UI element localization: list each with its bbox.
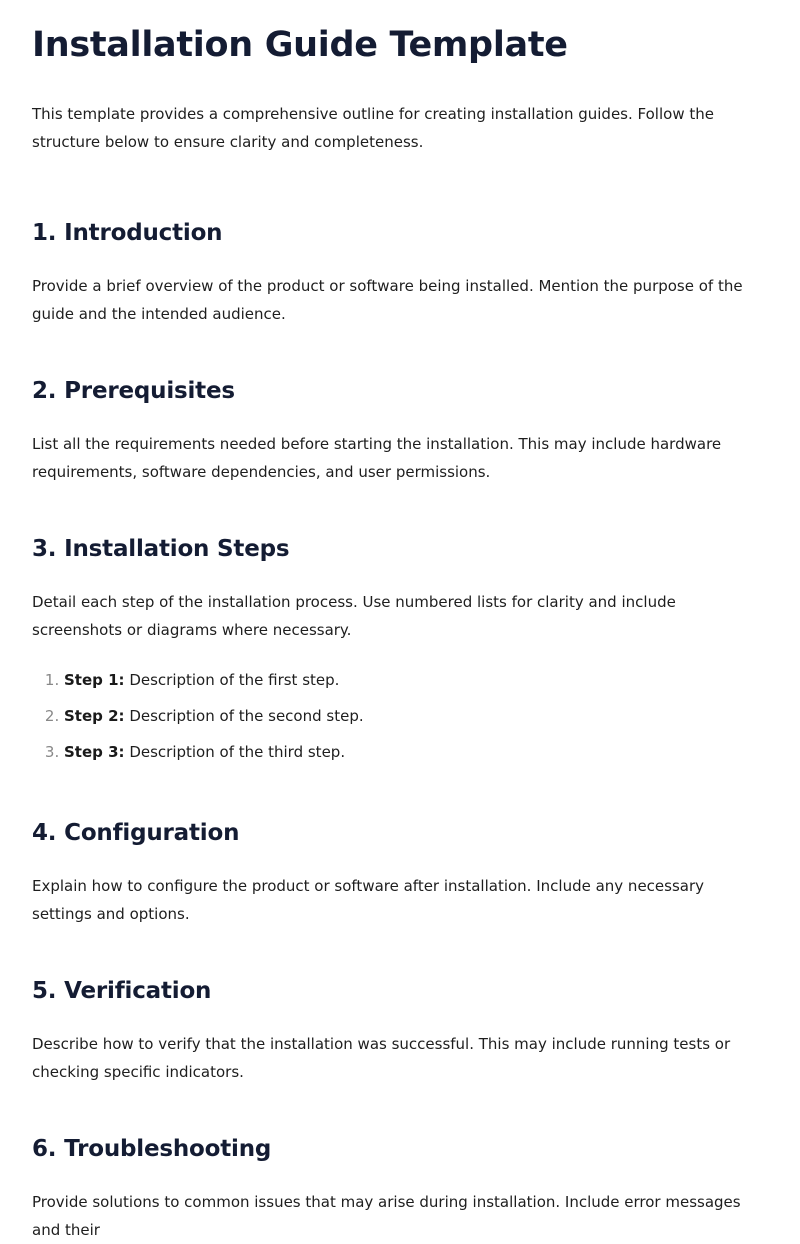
list-item (64, 734, 768, 770)
section-troubleshooting (32, 1134, 768, 1244)
section-configuration (32, 818, 768, 928)
step-text: Description of the first step. (124, 671, 340, 689)
section-installation-steps (32, 534, 768, 770)
intro-paragraph: This template provides a comprehensive outline for creating installation guides. Follow the structure below to ensure clarity and completeness. (32, 105, 714, 151)
section-heading: 6. Troubleshooting (32, 1136, 272, 1162)
section-prerequisites (32, 376, 768, 486)
page-title: Installation Guide Template (32, 25, 568, 65)
step-label: Step 1: (64, 671, 125, 689)
section-body: Provide a brief overview of the product or software being installed. Mention the purpose of the guide and the intended audience. (32, 277, 743, 323)
section-heading: 2. Prerequisites (32, 378, 235, 404)
section-body: Describe how to verify that the installation was successful. This may include running tests or checking specific indicators. (32, 1035, 731, 1081)
list-item (64, 698, 768, 734)
section-body: List all the requirements needed before starting the installation. This may include hardware requirements, software dependencies, and user permissions. (32, 435, 722, 481)
list-item (64, 662, 768, 698)
section-body: Detail each step of the installation process. Use numbered lists for clarity and include screenshots or diagrams where necessary. (32, 593, 676, 639)
section-heading: 3. Installation Steps (32, 536, 290, 562)
step-text: Description of the third step. (124, 743, 346, 761)
section-verification (32, 976, 768, 1086)
section-body: Explain how to configure the product or software after installation. Include any necessary settings and options. (32, 877, 705, 923)
step-label: Step 3: (64, 743, 125, 761)
section-introduction (32, 218, 768, 328)
section-heading: 5. Verification (32, 978, 212, 1004)
step-label: Step 2: (64, 707, 125, 725)
steps-list (32, 662, 768, 770)
step-text: Description of the second step. (124, 707, 364, 725)
section-heading: 4. Configuration (32, 820, 240, 846)
section-heading: 1. Introduction (32, 220, 223, 246)
section-body: Provide solutions to common issues that may arise during installation. Include error messages and their (32, 1193, 741, 1239)
